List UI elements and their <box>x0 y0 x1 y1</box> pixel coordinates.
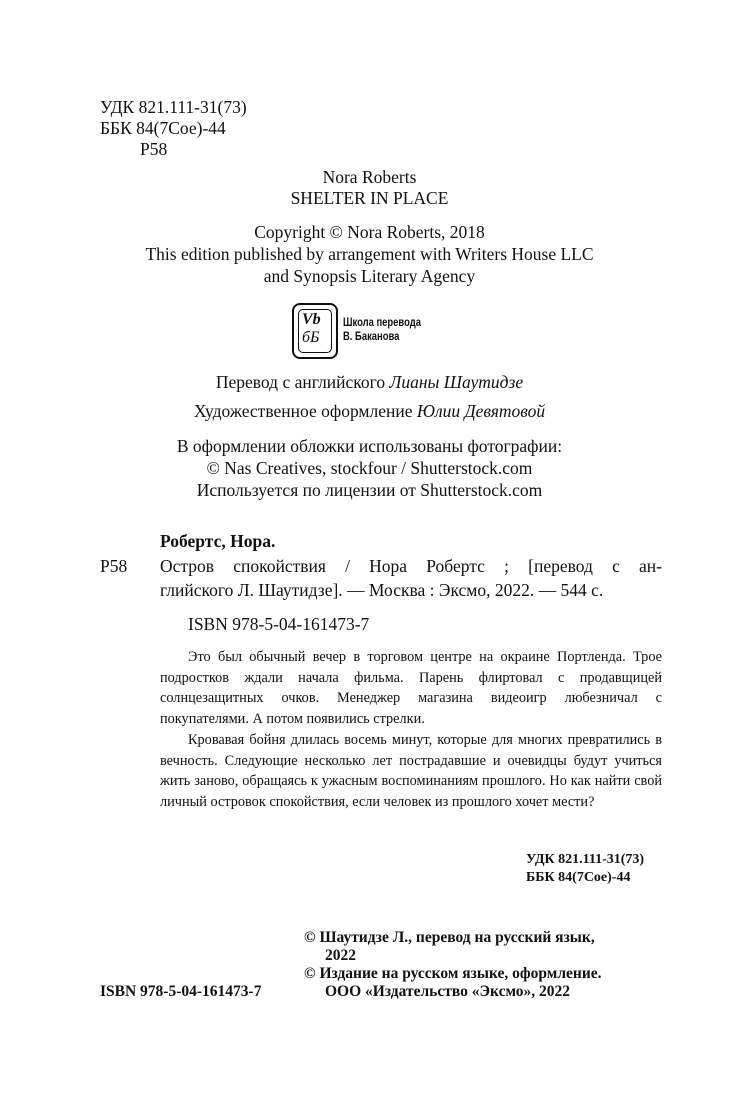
photo-credit-line: © Nas Creatives, stockfour / Shutterstock.com <box>206 458 533 478</box>
logo-caption-line1: Школа перевода <box>343 317 421 329</box>
translator-name: Лианы Шаутидзе <box>389 372 524 392</box>
logo-caption-line2: В. Баканова <box>343 331 400 343</box>
small-udk-code: УДК 821.111-31(73) <box>526 852 645 867</box>
footer-isbn: ISBN 978-5-04-161473-7 <box>100 983 262 1000</box>
logo-symbol-top: Vb <box>302 311 321 328</box>
catalog-heading: Робертс, Нора. <box>160 531 276 551</box>
translation-label: Перевод с английского <box>215 372 386 392</box>
annotation-paragraph-1: Это был обычный вечер в торговом центре на окраине Портленда. Трое подростков ждали начала фильма. Парень флиртовал с продавщицей солнцезащитных очков. Менеджер магазина видеоигр любезничал с покупателями. А потом появились стрелки. <box>160 649 662 728</box>
license-line: Используется по лицензии от Shutterstock.com <box>196 480 543 500</box>
copyright-edition-line1: © Издание на русском языке, оформление. <box>304 965 602 982</box>
annotation <box>160 647 662 813</box>
annotation-paragraph-2: Кровавая бойня длилась восемь минут, которые для многих превратились в вечность. Следующие несколько лет пострадавшие и очевидцы будут учиться жить заново, обращаясь к ужасным воспоминаниям прошлого. Но как найти свой личный островок спокойствия, если человек из прошлого хочет мести? <box>160 731 662 810</box>
original-author: Nora Roberts <box>322 167 417 187</box>
catalog-isbn: ISBN 978-5-04-161473-7 <box>188 614 370 634</box>
design-credit <box>0 401 739 421</box>
copyright-translation-line1: © Шаутидзе Л., перевод на русский язык, <box>304 929 595 946</box>
copyright-translation-line2: 2022 <box>325 947 356 964</box>
agency-line: and Synopsis Literary Agency <box>263 266 476 286</box>
design-label: Художественное оформление <box>193 401 413 421</box>
udk-code: УДК 821.111-31(73) <box>100 97 247 117</box>
edition-line: This edition published by arrangement with Writers House LLC <box>145 244 594 264</box>
author-mark: Р58 <box>140 139 168 159</box>
translation-school-logo <box>292 303 338 359</box>
designer-name: Юлии Девятовой <box>416 401 546 421</box>
logo-symbol-bottom: бБ <box>302 329 320 346</box>
catalog-mark: Р58 <box>100 556 128 576</box>
catalog-description-line1: Остров спокойствия / Нора Робертс ; [перевод с ан- <box>160 556 662 576</box>
small-bbk-code: ББК 84(7Сое)-44 <box>526 870 631 885</box>
copyright-line: Copyright © Nora Roberts, 2018 <box>254 222 485 242</box>
cover-photos-line: В оформлении обложки использованы фотографии: <box>176 436 563 456</box>
logo-caption <box>343 316 421 344</box>
original-title: SHELTER IN PLACE <box>290 188 449 208</box>
translation-credit <box>0 372 739 392</box>
catalog-description-line2: глийского Л. Шаутидзе]. — Москва : Эксмо, 2022. — 544 с. <box>160 580 604 600</box>
bbk-code: ББК 84(7Сое)-44 <box>100 118 226 138</box>
copyright-edition-line2: ООО «Издательство «Эксмо», 2022 <box>325 983 571 1000</box>
